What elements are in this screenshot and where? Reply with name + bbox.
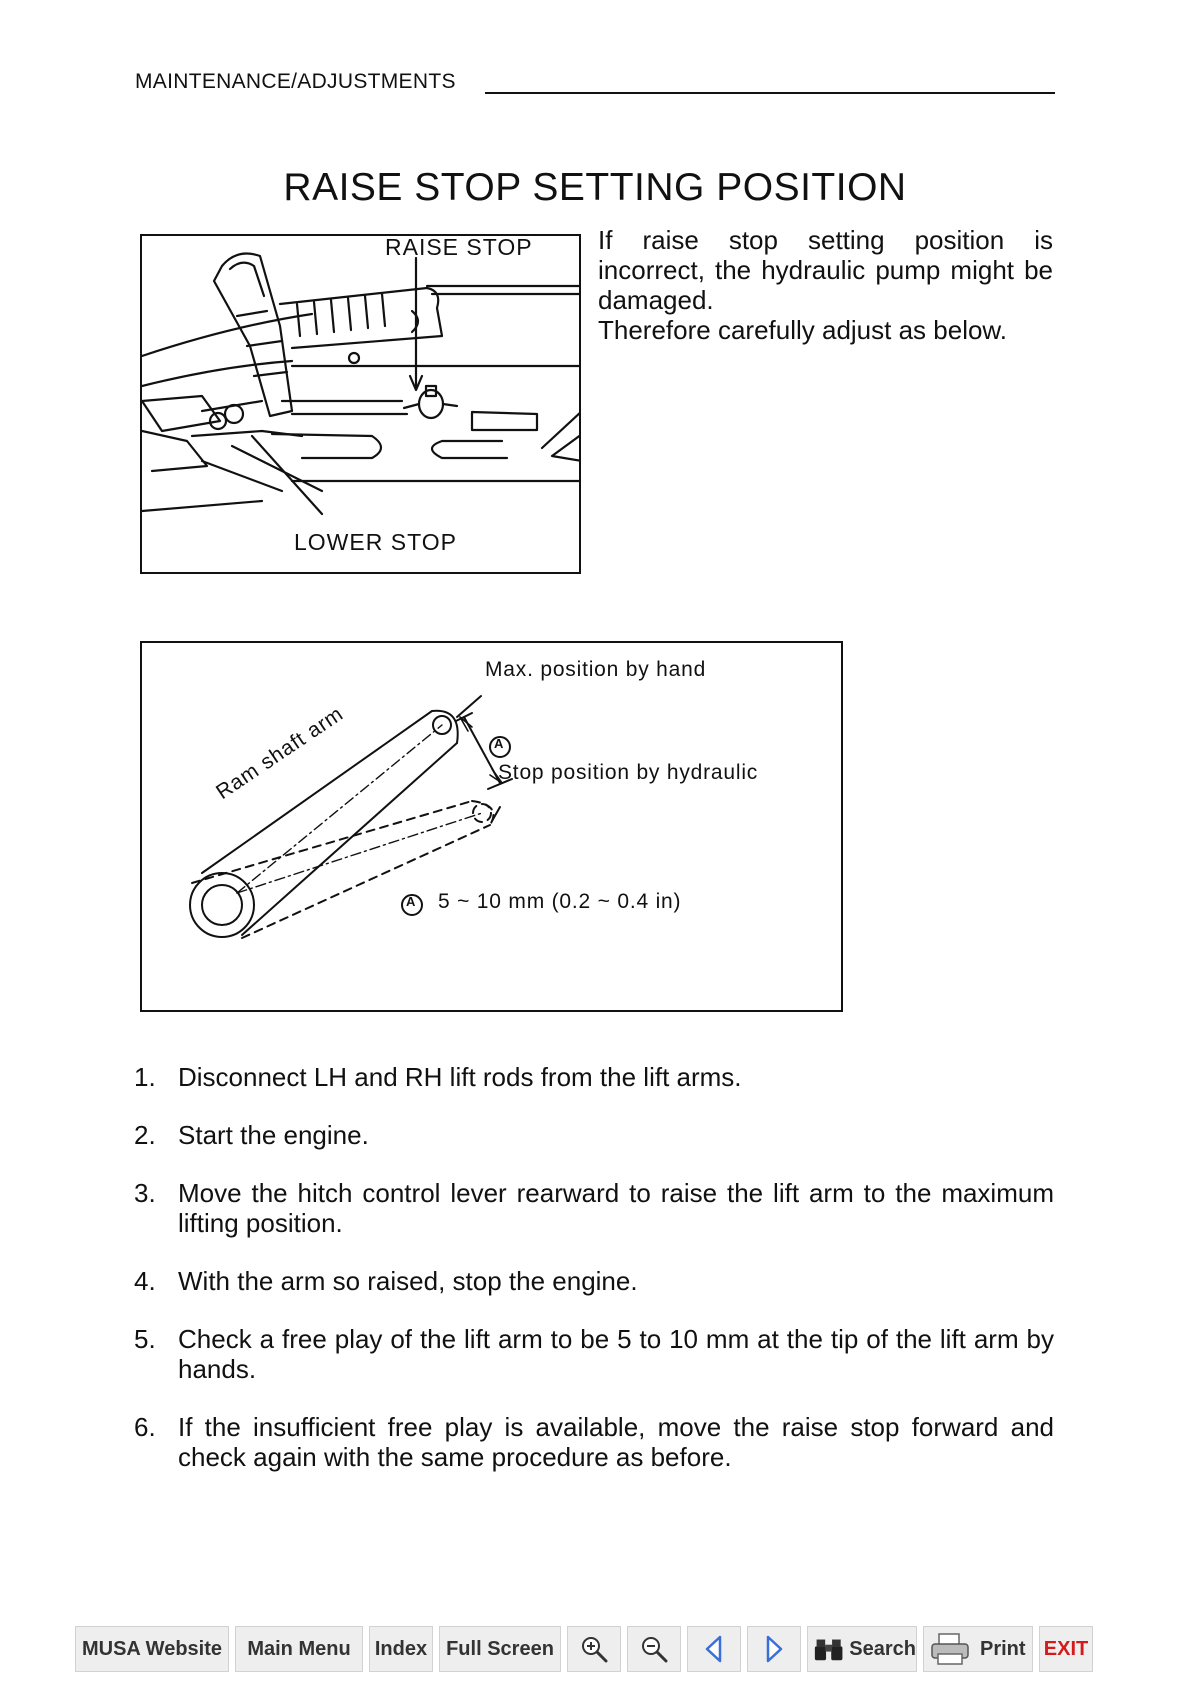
zoom-out-button[interactable] — [627, 1626, 681, 1672]
lower-stop-label: LOWER STOP — [294, 529, 457, 555]
print-button[interactable] — [923, 1626, 1033, 1672]
raise-stop-label: RAISE STOP — [385, 234, 533, 260]
step-number: 4. — [134, 1266, 156, 1296]
printer-icon — [930, 1632, 970, 1666]
intro-text — [598, 225, 1053, 345]
marker-a-spec-label: A — [406, 894, 417, 909]
full-screen-button[interactable] — [439, 1626, 561, 1672]
exit-button[interactable] — [1039, 1626, 1093, 1672]
main-menu-button[interactable] — [235, 1626, 363, 1672]
free-play-spec: 5 ~ 10 mm (0.2 ~ 0.4 in) — [438, 890, 682, 913]
search-label: Search — [849, 1637, 916, 1660]
exit-label: EXIT — [1043, 1637, 1089, 1660]
step-number: 2. — [134, 1120, 156, 1150]
main-menu-label: Main Menu — [247, 1637, 351, 1660]
intro-line-2: Therefore carefully adjust as below. — [598, 315, 1007, 345]
zoom-in-icon — [579, 1634, 609, 1664]
page-title: RAISE STOP SETTING POSITION — [283, 166, 907, 209]
max-position-label: Max. position by hand — [485, 658, 707, 681]
step-text: Start the engine. — [178, 1120, 369, 1150]
step-text: Disconnect LH and RH lift rods from the lift arms. — [178, 1062, 742, 1092]
index-label: Index — [374, 1637, 428, 1660]
step-number: 5. — [134, 1324, 156, 1354]
musa-website-button[interactable] — [75, 1626, 229, 1672]
step-item — [134, 1062, 1054, 1092]
navigation-toolbar — [75, 1626, 1115, 1674]
print-label: Print — [980, 1637, 1026, 1660]
step-item — [134, 1324, 1054, 1384]
procedure-steps — [134, 1062, 1054, 1500]
step-text: Move the hitch control lever rearward to raise the lift arm to the maximum lifting position. — [178, 1178, 1054, 1238]
step-text: With the arm so raised, stop the engine. — [178, 1266, 638, 1296]
next-arrow-icon — [762, 1634, 786, 1664]
free-play-figure — [140, 641, 843, 1012]
stop-location-drawing — [142, 236, 581, 574]
step-item — [134, 1120, 1054, 1150]
next-page-button[interactable] — [747, 1626, 801, 1672]
step-item — [134, 1178, 1054, 1238]
header-rule — [485, 92, 1055, 94]
zoom-in-button[interactable] — [567, 1626, 621, 1672]
search-button[interactable] — [807, 1626, 917, 1672]
previous-arrow-icon — [702, 1634, 726, 1664]
marker-a-label: A — [494, 736, 505, 751]
full-screen-label: Full Screen — [446, 1637, 554, 1660]
binoculars-icon — [814, 1634, 843, 1664]
index-button[interactable] — [369, 1626, 433, 1672]
step-text: Check a free play of the lift arm to be 5 to 10 mm at the tip of the lift arm by hands. — [178, 1324, 1054, 1384]
intro-line-1: If raise stop setting position is incorrect, the hydraulic pump might be damaged. — [598, 225, 1053, 315]
section-title: MAINTENANCE/ADJUSTMENTS — [135, 70, 456, 93]
free-play-drawing — [142, 643, 843, 1012]
zoom-out-icon — [639, 1634, 669, 1664]
step-text: If the insufficient free play is available, move the raise stop forward and check again with the same procedure as before. — [178, 1412, 1054, 1472]
step-number: 1. — [134, 1062, 156, 1092]
stop-location-figure — [140, 234, 581, 574]
step-item — [134, 1412, 1054, 1472]
musa-website-label: MUSA Website — [81, 1637, 223, 1660]
step-item — [134, 1266, 1054, 1296]
previous-page-button[interactable] — [687, 1626, 741, 1672]
step-number: 3. — [134, 1178, 156, 1208]
ram-shaft-arm-label: Ram shaft arm — [212, 702, 348, 805]
step-number: 6. — [134, 1412, 156, 1442]
stop-position-label: Stop position by hydraulic — [498, 761, 759, 784]
page-header — [135, 70, 1055, 96]
